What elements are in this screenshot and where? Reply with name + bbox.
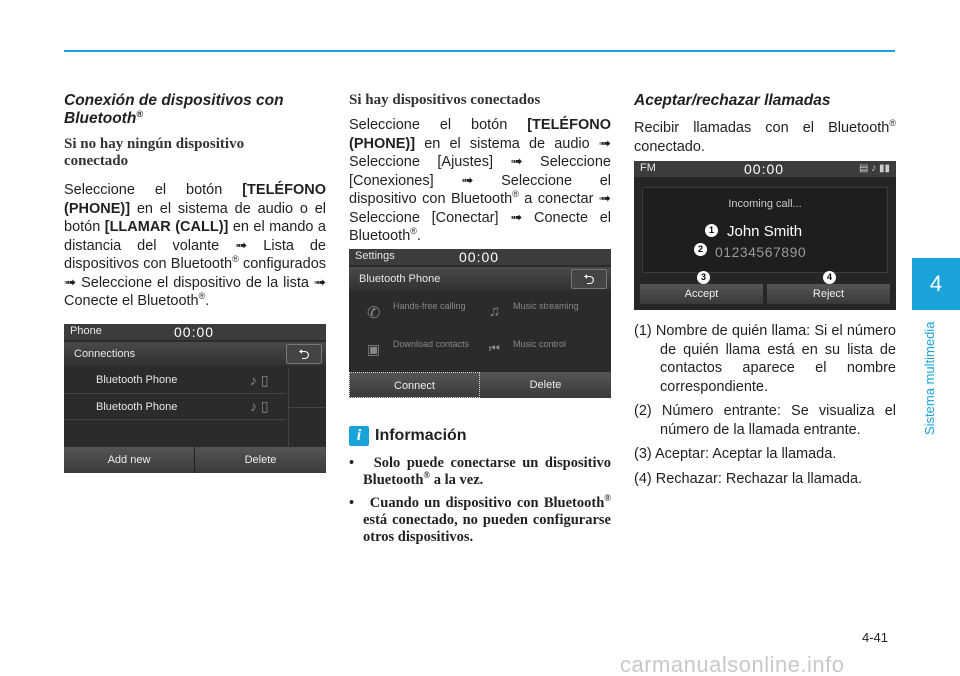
header-title: Bluetooth Phone [359, 273, 441, 285]
tile-label: Hands-free calling [393, 301, 466, 311]
hands-free-calling-tile[interactable] [359, 297, 479, 331]
info-icon: i [349, 426, 369, 446]
accept-button[interactable]: Accept [640, 284, 763, 304]
connect-button[interactable]: Connect [349, 372, 480, 398]
callout-item: (4) Rechazar: Rechazar la llamada. [634, 470, 863, 487]
delete-button[interactable]: Delete [195, 447, 326, 473]
heading-accept-reject-calls: Aceptar/rechazar llamadas [634, 92, 831, 109]
scroll-up-area[interactable] [288, 368, 326, 408]
callout-list [634, 322, 896, 494]
screen-header [64, 342, 326, 366]
screen-title: Settings [355, 250, 395, 262]
call-panel [642, 187, 888, 273]
phone-icon: ✆ [367, 305, 381, 322]
column-1 [64, 92, 326, 311]
delete-button[interactable]: Delete [480, 372, 611, 398]
music-streaming-tile[interactable] [483, 297, 603, 331]
incoming-call-screen [634, 161, 896, 310]
status-icons: ▤ ♪ ▮▮ [858, 163, 890, 174]
header-title: Connections [74, 348, 136, 360]
watermark: carmanualsonline.info [620, 652, 845, 676]
heading-bluetooth-connection: Conexión de dispositivos con Bluetooth® [64, 92, 284, 127]
screen-title: Phone [70, 325, 102, 337]
intro-text: Recibir llamadas con el Bluetooth® conectado. [634, 118, 896, 155]
status-bar [64, 324, 326, 340]
info-box [349, 426, 611, 552]
info-bullet: • Cuando un dispositivo con Bluetooth® está conectado, no pueden configurarse otros dispositivos. [349, 493, 611, 545]
instructions-no-device: Seleccione el botón [TELÉFONO (PHONE)] en el sistema de audio o el botón [LLAMAR (CALL)] en el mando a distancia del volante ➟ Lista de dispositivos con Bluetooth® configurados ➟ Seleccione el dispositivo de la lista ➟ Conecte el Bluetooth®. [64, 182, 327, 309]
top-rule [64, 50, 895, 52]
screen-header [349, 267, 611, 291]
download-contacts-tile[interactable] [359, 335, 479, 369]
playback-control-icon: ⏮ [489, 341, 500, 355]
column-2 [349, 92, 611, 246]
phone-connections-screen [64, 324, 326, 473]
callout-item: (2) Número entrante: Se visualiza el número de la llamada entrante. [634, 403, 896, 438]
callout-badge-3: 3 [697, 271, 710, 284]
callout-item: (3) Aceptar: Aceptar la llamada. [634, 446, 837, 462]
callout-badge-2: 2 [694, 243, 707, 256]
device-row[interactable] [64, 394, 286, 420]
page-number: 4-41 [862, 630, 889, 645]
contacts-icon: ▣ [367, 341, 381, 357]
bluetooth-settings-screen [349, 249, 611, 398]
subheading-devices-connected: Si hay dispositivos conectados [349, 92, 541, 108]
music-phone-icon: ♪ ▯ [250, 372, 269, 388]
info-title: Información [375, 427, 467, 444]
back-button[interactable]: ⮌ [571, 269, 607, 289]
callout-badge-4: 4 [823, 271, 836, 284]
music-phone-icon: ♪ ▯ [250, 398, 269, 414]
back-button[interactable]: ⮌ [286, 344, 322, 364]
radio-mode: FM [640, 162, 656, 174]
tile-label: Music streaming [513, 301, 579, 311]
callout-item: (1) Nombre de quién llama: Si el número de quién llama está en su lista de contactos aparece el nombre correspondiente. [634, 323, 896, 395]
clock: 00:00 [459, 249, 500, 265]
incoming-call-status: Incoming call... [728, 198, 802, 210]
column-3 [634, 92, 896, 156]
caller-number: 01234567890 [715, 244, 807, 260]
device-name: Bluetooth Phone [96, 374, 178, 386]
scroll-down-area[interactable] [288, 408, 326, 446]
section-number-tab: 4 [912, 258, 960, 310]
clock: 00:00 [744, 161, 785, 177]
bluetooth-music-icon: ♫ [489, 303, 501, 320]
instructions-devices-connected: Seleccione el botón [TELÉFONO (PHONE)] en el sistema de audio ➟ Seleccione [Ajustes] ➟ Seleccione [Conexiones] ➟ Seleccione el dispositivo con Bluetooth® a conectar ➟ Seleccione [Conectar] ➟ Conecte el Bluetooth®. [349, 117, 611, 244]
tile-label: Download contacts [393, 339, 470, 349]
info-bullet: • Solo puede conectarse un dispositivo Bluetooth® a la vez. [349, 455, 611, 488]
device-name: Bluetooth Phone [96, 401, 178, 413]
caller-name: John Smith [727, 223, 803, 240]
section-title: Sistema multimedia [922, 321, 937, 435]
music-control-tile[interactable] [483, 335, 603, 369]
status-bar [349, 249, 611, 265]
info-title-row [349, 426, 611, 446]
device-row[interactable] [64, 368, 286, 394]
clock: 00:00 [174, 324, 215, 340]
add-new-button[interactable]: Add new [64, 447, 195, 473]
callout-badge-1: 1 [705, 224, 718, 237]
status-bar [634, 161, 896, 177]
reject-button[interactable]: Reject [767, 284, 890, 304]
tile-label: Music control [513, 339, 567, 349]
subheading-no-device: Si no hay ningún dispositivo conectado [64, 136, 245, 169]
